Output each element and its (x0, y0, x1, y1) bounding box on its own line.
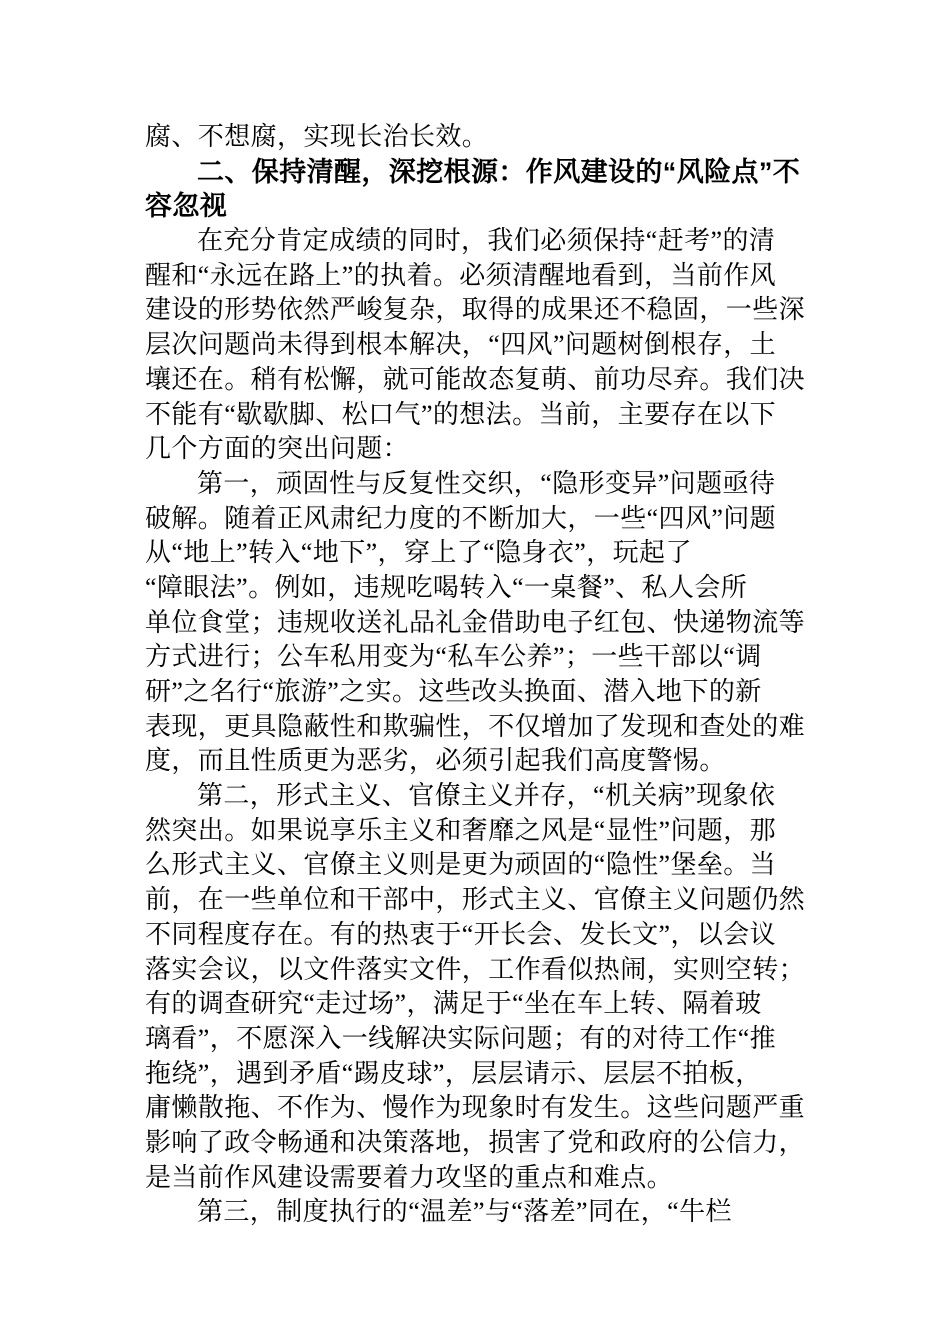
paragraph-first-line: 第二，形式主义、官僚主义并存，“机关病”现象依 (197, 781, 776, 811)
body-line: 方式进行；公车私用变为“私车公养”；一些干部以“调 (145, 642, 762, 672)
body-line: 从“地上”转入“地下”，穿上了“隐身衣”，玩起了 (145, 538, 692, 568)
body-line: 是当前作风建设需要着力攻坚的重点和难点。 (145, 1162, 674, 1192)
body-line: 璃看”，不愿深入一线解决实际问题；有的对待工作“推 (145, 1023, 777, 1053)
paragraph-first-line: 第一，顽固性与反复性交织，“隐形变异”问题亟待 (197, 468, 776, 498)
body-line: “障眼法”。例如，违规吃喝转入“一桌餐”、私人会所 (145, 572, 748, 602)
body-line: 有的调查研究“走过场”，满足于“坐在车上转、隔着玻 (145, 989, 762, 1019)
heading-line: 容忽视 (145, 191, 228, 222)
body-line: 落实会议，以文件落实文件，工作看似热闹，实则空转； (145, 954, 806, 984)
body-line: 不同程度存在。有的热衷于“开长会、发长文”，以会议 (145, 919, 777, 949)
body-line: 表现，更具隐蔽性和欺骗性，不仅增加了发现和查处的难 (145, 711, 806, 741)
body-line: 度，而且性质更为恶劣，必须引起我们高度警惕。 (145, 746, 726, 776)
body-line: 破解。随着正风肃纪力度的不断加大，一些“四风”问题 (145, 503, 777, 533)
body-line: 前，在一些单位和干部中，形式主义、官僚主义问题仍然 (145, 885, 806, 915)
paragraph-first-line: 第三，制度执行的“温差”与“落差”同在，“牛栏 (197, 1197, 732, 1227)
body-line: 影响了政令畅通和决策落地，损害了党和政府的公信力， (145, 1127, 806, 1157)
body-line: 然突出。如果说享乐主义和奢靡之风是“显性”问题，那 (145, 815, 777, 845)
body-line: 庸懒散拖、不作为、慢作为现象时有发生。这些问题严重 (145, 1093, 806, 1123)
body-line: 几个方面的突出问题： (145, 434, 410, 464)
body-line: 单位食堂；违规收送礼品礼金借助电子红包、快递物流等 (145, 607, 806, 637)
body-line: 建设的形势依然严峻复杂，取得的成果还不稳固，一些深 (145, 295, 806, 325)
body-line: 拖绕”，遇到矛盾“踢皮球”，层层请示、层层不拍板， (145, 1058, 762, 1088)
heading-line: 二、保持清醒，深挖根源：作风建设的“风险点”不 (197, 156, 801, 187)
body-line: 腐、不想腐，实现长治长效。 (145, 122, 489, 151)
paragraph-first-line: 在充分肯定成绩的同时，我们必须保持“赶考”的清 (197, 226, 776, 256)
body-line: 层次问题尚未得到根本解决，“四风”问题树倒根存，土 (145, 330, 777, 360)
body-line: 研”之名行“旅游”之实。这些改头换面、潜入地下的新 (145, 677, 762, 706)
body-line: 醒和“永远在路上”的执着。必须清醒地看到，当前作风 (145, 260, 777, 290)
body-line: 么形式主义、官僚主义则是更为顽固的“隐性”堡垒。当 (145, 850, 777, 880)
document-text (145, 120, 813, 1230)
body-line: 不能有“歇歇脚、松口气”的想法。当前，主要存在以下 (145, 399, 777, 429)
body-line: 壤还在。稍有松懈，就可能故态复萌、前功尽弃。我们决 (145, 364, 806, 394)
